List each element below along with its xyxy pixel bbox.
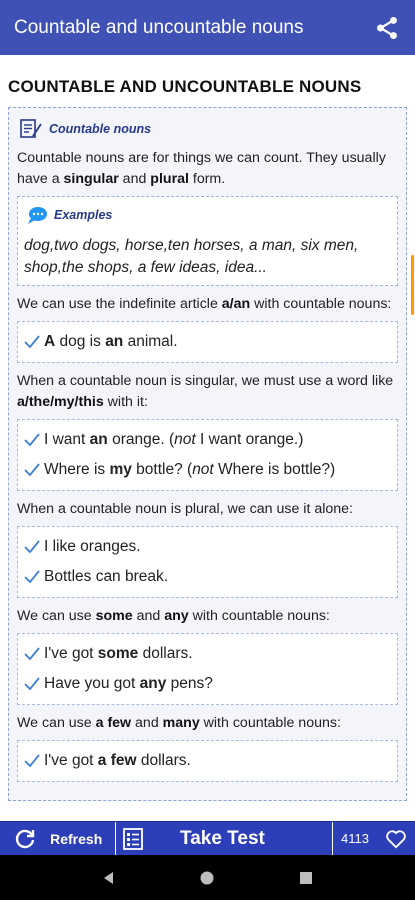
example-line: I've got some dollars. [24, 639, 391, 669]
system-nav-bar [0, 855, 415, 900]
take-test-button[interactable] [116, 822, 333, 855]
checkmark-icon [24, 455, 44, 485]
like-button[interactable] [333, 822, 415, 855]
checkmark-icon [24, 669, 44, 699]
checkmark-icon [24, 327, 44, 357]
notes-icon [19, 118, 43, 140]
share-icon [374, 15, 400, 41]
lesson-content[interactable] [0, 55, 415, 821]
example-box [17, 526, 398, 598]
rule-paragraph: We can use some and any with countable nouns: [17, 608, 330, 624]
example-line: Bottles can break. [24, 562, 391, 592]
heart-icon [385, 829, 407, 849]
checkmark-icon [24, 639, 44, 669]
example-line: A dog is an animal. [24, 327, 391, 357]
example-box [17, 633, 398, 705]
rule-paragraph: We can use a few and many with countable nouns: [17, 715, 341, 731]
example-box [17, 321, 398, 363]
rule-paragraph: When a countable noun is singular, we must use a word like a/the/my/this with it: [17, 373, 394, 410]
app-title: Countable and uncountable nouns [14, 16, 304, 38]
checkmark-icon [24, 425, 44, 455]
example-line: Where is my bottle? (not Where is bottle?) [24, 455, 391, 485]
rule-paragraph: We can use the indefinite article a/an with countable nouns: [17, 296, 392, 312]
example-line: I want an orange. (not I want orange.) [24, 425, 391, 455]
take-test-label: Take Test [180, 827, 265, 849]
speech-bubble-icon [26, 205, 48, 225]
examples-header [26, 205, 391, 225]
share-button[interactable] [371, 12, 403, 44]
back-icon[interactable] [101, 870, 117, 886]
refresh-button[interactable] [0, 822, 116, 855]
refresh-icon [13, 827, 37, 851]
section-countable-nouns [8, 107, 407, 801]
example-line: Have you got any pens? [24, 669, 391, 699]
example-line: I've got a few dollars. [24, 746, 391, 776]
app-bar [0, 0, 415, 55]
recents-icon[interactable] [298, 870, 314, 886]
intro-paragraph: Countable nouns are for things we can count. They usually have a singular and plural form. [17, 150, 386, 187]
example-box [17, 740, 398, 782]
refresh-label: Refresh [50, 830, 103, 847]
checkmark-icon [24, 532, 44, 562]
examples-title: Examples [54, 208, 113, 222]
bottom-action-bar [0, 821, 415, 855]
home-icon[interactable] [199, 870, 215, 886]
section-header [19, 118, 398, 140]
checkmark-icon [24, 746, 44, 776]
section-title: Countable nouns [49, 122, 152, 136]
example-line: I like oranges. [24, 532, 391, 562]
example-box [17, 419, 398, 491]
scrollbar-thumb[interactable] [411, 255, 414, 315]
test-sheet-icon [122, 827, 144, 851]
page-heading: COUNTABLE AND UNCOUNTABLE NOUNS [8, 77, 362, 96]
examples-box [17, 196, 398, 286]
rule-paragraph: When a countable noun is plural, we can use it alone: [17, 501, 353, 517]
examples-text: dog,two dogs, horse,ten horses, a man, six men, shop,the shops, a few ideas, idea... [24, 237, 359, 276]
like-count: 4113 [341, 831, 369, 846]
checkmark-icon [24, 562, 44, 592]
